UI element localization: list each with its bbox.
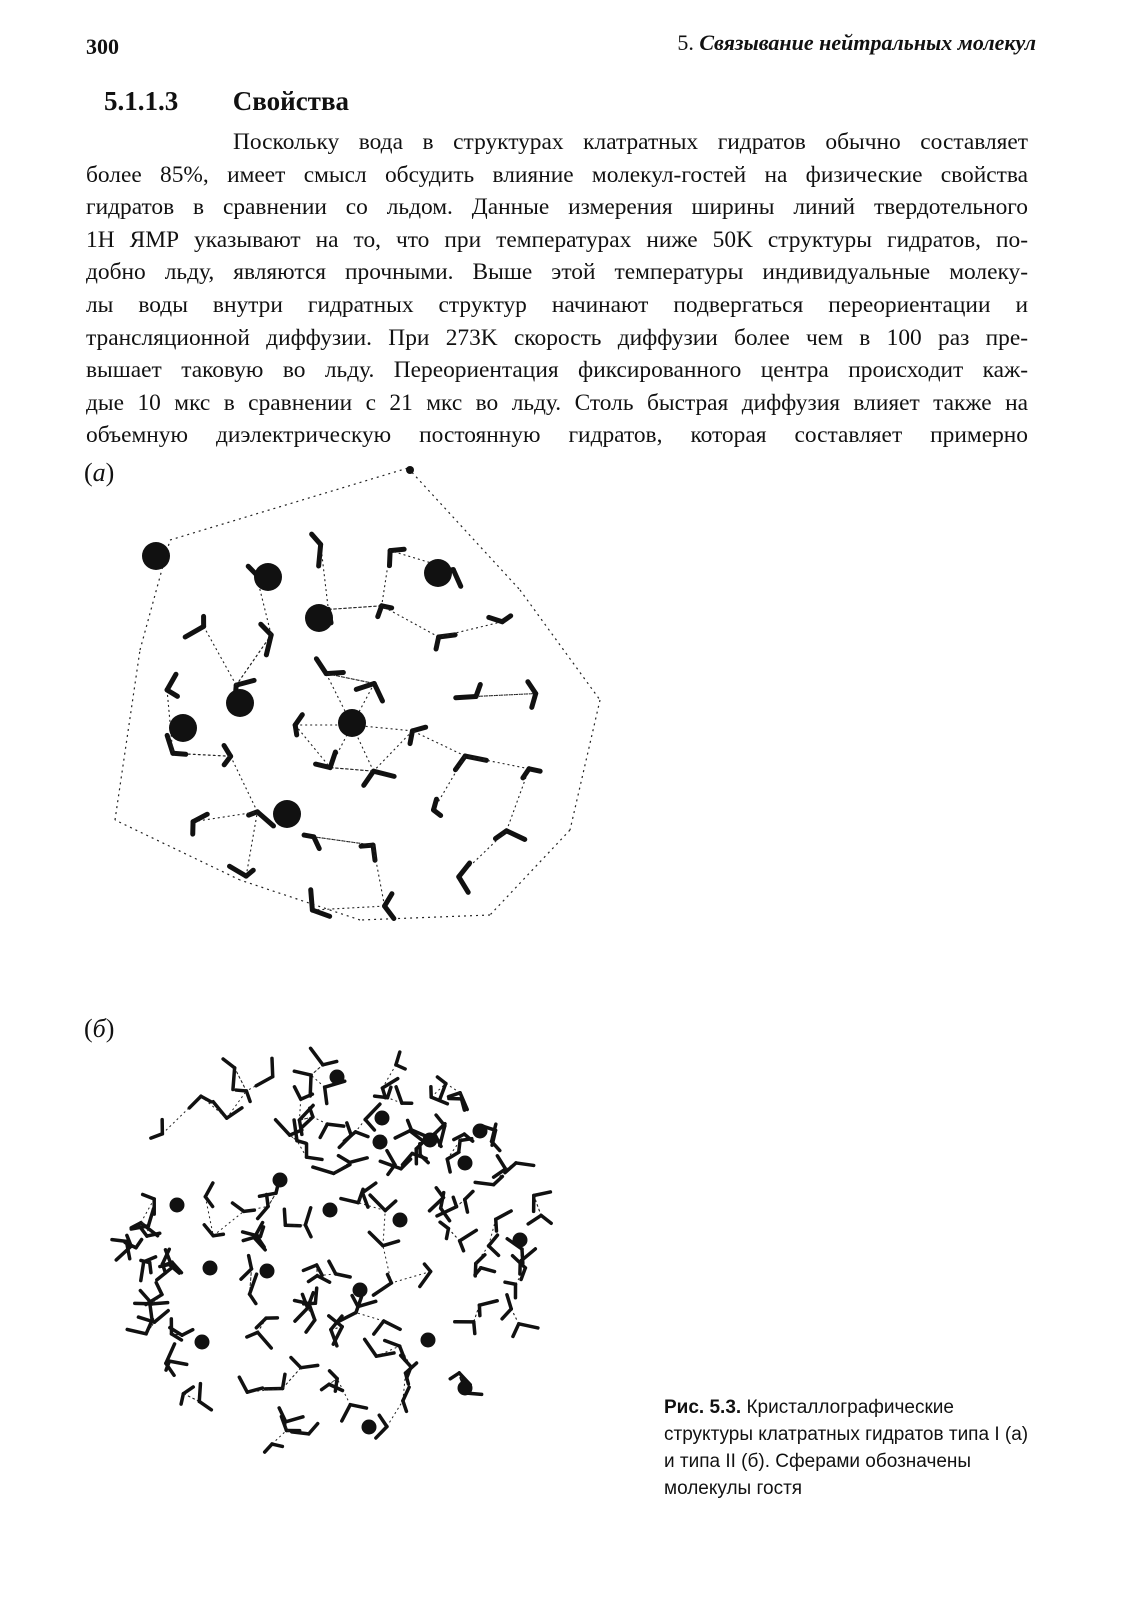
water-bond <box>365 1339 377 1356</box>
water-bond <box>247 1332 258 1337</box>
cage-edge <box>383 1211 385 1246</box>
water-bond <box>420 1272 431 1287</box>
water-bond <box>292 1432 309 1434</box>
water-bond <box>250 1294 256 1303</box>
water-bond <box>301 1365 318 1367</box>
water-bond <box>304 835 314 837</box>
water-bond <box>181 1394 183 1404</box>
water-bond <box>383 1241 399 1246</box>
panel-a-label: (а) <box>84 458 115 487</box>
guest-molecule-sphere <box>170 1198 185 1213</box>
guest-molecule-sphere <box>353 1283 368 1298</box>
water-bond <box>436 1115 445 1126</box>
guest-molecule-sphere <box>254 563 282 591</box>
guest-molecule-sphere <box>273 800 301 828</box>
body-line: трансляционной диффузии. При 273K скорость диффузии более чем в 100 раз пре- <box>86 324 1028 351</box>
body-line: добно льду, являются прочными. Выше этой температуры индивидуальные молеку- <box>86 259 1028 286</box>
water-bond <box>453 570 460 587</box>
water-bond <box>310 1108 313 1117</box>
water-bond <box>136 1240 142 1248</box>
water-bond <box>112 1240 126 1242</box>
water-bond <box>127 1329 146 1333</box>
water-bond <box>283 1374 285 1388</box>
guest-molecule-sphere <box>375 1111 390 1126</box>
water-bond <box>306 1320 315 1332</box>
water-bond <box>380 1161 401 1168</box>
water-bond <box>310 1075 311 1096</box>
guest-molecule-sphere <box>323 1203 338 1218</box>
guest-molecule-sphere <box>373 1135 388 1150</box>
water-bond <box>507 831 525 840</box>
water-bond <box>294 1071 311 1075</box>
water-bond <box>336 1274 350 1277</box>
water-bond <box>308 1276 317 1282</box>
water-bond <box>389 551 390 566</box>
cage-edge <box>115 650 140 820</box>
water-bond <box>459 877 468 893</box>
water-bond <box>374 683 382 701</box>
water-bond <box>374 1321 384 1334</box>
cage-edge <box>213 1211 244 1235</box>
water-bond <box>335 1379 337 1392</box>
water-bond <box>241 1269 251 1279</box>
water-bond <box>322 1384 329 1389</box>
body-line: Поскольку вода в структурах клатратных гидратов обычно составляет <box>233 129 1028 155</box>
water-bond <box>167 674 176 690</box>
water-bond <box>388 1274 392 1282</box>
cage-edge <box>240 880 360 920</box>
water-bond <box>285 1225 300 1226</box>
water-bond <box>516 1163 534 1166</box>
water-bond <box>239 1377 247 1392</box>
water-bond <box>341 1199 358 1203</box>
water-bond <box>496 1219 497 1231</box>
water-bond <box>376 1427 387 1438</box>
water-bond <box>272 1058 273 1076</box>
water-bond <box>266 635 271 655</box>
water-bond <box>257 812 273 826</box>
water-bond <box>173 753 186 754</box>
water-bond <box>319 544 321 566</box>
water-bond <box>317 1276 329 1282</box>
water-bond <box>223 1059 235 1068</box>
water-bond <box>305 1208 310 1225</box>
water-bond <box>199 1401 211 1409</box>
guest-molecule-sphere <box>406 466 414 474</box>
clathrate-structure-type-1 <box>100 460 620 960</box>
cage-edge <box>446 1083 460 1092</box>
section-title: Свойства <box>232 86 350 116</box>
water-bond <box>247 1388 262 1392</box>
water-bond <box>456 696 476 697</box>
water-bond <box>307 1157 322 1159</box>
guest-molecule-sphere <box>421 1333 436 1348</box>
water-bond <box>286 1417 303 1422</box>
cage-edge <box>312 906 384 910</box>
guest-molecule-sphere <box>142 542 170 570</box>
water-bond <box>496 1211 511 1219</box>
water-bond <box>379 1415 387 1426</box>
water-bond <box>396 1065 405 1069</box>
water-bond <box>326 672 343 673</box>
cage-edge <box>295 725 330 768</box>
running-head <box>677 30 1036 56</box>
cage-edge <box>570 700 600 830</box>
water-bond <box>302 1294 307 1308</box>
water-bond <box>362 1183 375 1193</box>
water-bond <box>369 1232 383 1245</box>
water-bond <box>327 1124 343 1126</box>
water-bond <box>320 1124 327 1137</box>
water-bond <box>323 1061 337 1064</box>
guest-molecule-sphere <box>458 1156 473 1171</box>
water-bond <box>267 1194 269 1206</box>
cage-edge <box>115 820 240 880</box>
cage-edge <box>465 756 529 769</box>
water-bond <box>459 863 470 877</box>
water-bond <box>152 1303 168 1304</box>
water-bond <box>311 1048 323 1065</box>
cage-edge <box>235 1068 247 1091</box>
water-bond <box>403 1401 407 1412</box>
water-bond <box>541 1215 551 1223</box>
panel-b-letter: б <box>92 1014 106 1043</box>
guest-molecule-sphere <box>203 1261 218 1276</box>
body-line: 1H ЯМР указывают на то, что при температурах ниже 50K структуры гидратов, по- <box>86 226 1028 253</box>
water-bond <box>213 1102 227 1118</box>
running-head-number: 5. <box>677 30 694 55</box>
cage-edge <box>246 812 257 876</box>
cage-edge <box>311 1065 323 1075</box>
water-bond <box>361 845 373 846</box>
water-bond <box>342 1405 350 1421</box>
water-bond <box>295 1308 308 1321</box>
water-bond <box>249 1256 252 1269</box>
water-bond <box>347 1123 351 1135</box>
water-bond <box>479 1301 497 1305</box>
water-bond <box>167 690 177 696</box>
water-bond <box>396 1087 402 1103</box>
guest-molecule-sphere <box>513 1233 528 1248</box>
cage-edge <box>356 1120 366 1132</box>
water-bond <box>199 1384 200 1402</box>
water-bond <box>233 1068 235 1090</box>
water-bond <box>338 1156 349 1163</box>
cage-edge <box>439 622 503 637</box>
water-bond <box>465 1200 468 1213</box>
guest-molecule-sphere <box>393 1213 408 1228</box>
water-bond <box>502 1309 511 1319</box>
water-bond <box>385 906 394 918</box>
water-bond <box>519 1324 538 1328</box>
cage-edge <box>448 1229 459 1241</box>
water-bond <box>387 1087 390 1097</box>
water-bond <box>313 1167 334 1173</box>
cage-edge <box>490 830 570 915</box>
cage-edge <box>235 1068 247 1091</box>
water-bond <box>356 1132 368 1137</box>
water-bond <box>213 1234 223 1235</box>
water-bond <box>436 637 439 649</box>
cage-edge <box>272 1430 286 1444</box>
water-bond <box>303 1265 316 1270</box>
figure-caption <box>664 1394 1036 1502</box>
guest-molecule-sphere <box>260 1264 275 1279</box>
water-bond <box>204 1225 213 1236</box>
water-bond <box>489 1246 499 1256</box>
cage-edge <box>360 915 490 920</box>
guest-molecule-sphere <box>362 1420 377 1435</box>
water-bond <box>534 1192 551 1196</box>
water-bond <box>497 1156 505 1169</box>
water-bond <box>143 1194 155 1198</box>
water-bond <box>476 685 480 697</box>
water-bond <box>513 1324 519 1337</box>
guest-molecule-sphere <box>273 1173 288 1188</box>
water-bond <box>450 1373 459 1379</box>
water-bond <box>205 1183 213 1197</box>
guest-molecule-sphere <box>473 1124 488 1139</box>
water-bond <box>385 1201 396 1211</box>
water-bond <box>330 1371 338 1379</box>
water-bond <box>449 1093 461 1097</box>
water-bond <box>295 725 297 735</box>
water-bond <box>236 1090 246 1091</box>
body-line: дые 10 мкс в сравнении с 21 мкс во льду. Столь быстрая диффузия влияет также на <box>86 389 1028 416</box>
water-bond <box>316 659 326 674</box>
water-bond <box>276 1120 290 1135</box>
cage-edge <box>382 606 439 637</box>
water-bond <box>384 1321 400 1329</box>
water-bond <box>232 1203 243 1211</box>
water-bond <box>227 1108 242 1118</box>
water-bond <box>156 1283 162 1295</box>
water-bond <box>150 1304 152 1318</box>
section-number: 5.1.1.3 <box>104 86 179 116</box>
water-bond <box>305 1225 311 1237</box>
water-bond <box>370 1195 385 1210</box>
water-bond <box>505 1282 515 1284</box>
water-bond <box>284 1209 285 1225</box>
water-bond <box>291 1358 301 1368</box>
water-bond <box>475 1182 493 1184</box>
water-bond <box>330 752 335 768</box>
water-bond <box>434 810 441 816</box>
water-bond <box>474 1322 475 1334</box>
guest-molecule-sphere <box>226 689 254 717</box>
water-bond <box>325 1087 327 1103</box>
cage-edge <box>231 756 258 812</box>
guest-molecule-sphere <box>423 1133 438 1148</box>
water-bond <box>507 1295 511 1309</box>
water-bond <box>495 831 506 839</box>
water-bond <box>378 606 382 617</box>
body-line: более 85%, имеет смысл обсудить влияние молекул-гостей на физические свойства <box>86 161 1028 188</box>
cage-edge <box>170 468 408 540</box>
page-number: 300 <box>86 34 119 59</box>
water-bond <box>460 1241 464 1251</box>
cage-edge <box>356 1313 384 1321</box>
water-bond <box>329 1261 336 1274</box>
guest-molecule-sphere <box>305 604 333 632</box>
panel-b-label: (б) <box>84 1014 115 1043</box>
water-bond <box>294 1087 300 1099</box>
cage-edge <box>448 1229 459 1241</box>
cage-edge <box>412 731 465 756</box>
water-bond <box>440 1222 448 1228</box>
water-bond <box>373 1283 391 1295</box>
water-bond <box>410 731 412 744</box>
water-bond <box>309 1305 314 1320</box>
water-bond <box>401 1355 411 1366</box>
water-bond <box>437 1077 445 1084</box>
water-bond <box>350 1158 368 1163</box>
water-bond <box>230 866 247 876</box>
guest-molecule-sphere <box>169 714 197 742</box>
water-bond <box>312 910 329 916</box>
cage-edge <box>511 1309 519 1324</box>
guest-molecule-sphere <box>424 559 452 587</box>
cage-edge <box>311 1065 323 1075</box>
water-bond <box>447 1152 459 1159</box>
water-bond <box>339 1135 351 1147</box>
water-bond <box>167 735 173 753</box>
water-bond <box>141 1262 144 1281</box>
water-bond <box>396 1052 400 1065</box>
caption-text: Кристаллографические структуры клатратных гидратов типа I (а) и типа II (б). Сферами обозначены молекулы гостя <box>664 1397 1029 1499</box>
water-bond <box>376 1353 394 1356</box>
water-bond <box>373 771 394 776</box>
water-bond <box>365 1120 374 1131</box>
water-bond <box>395 1131 410 1138</box>
panel-a-letter: а <box>92 458 106 487</box>
cage-edge <box>311 1075 325 1087</box>
water-bond <box>144 1257 156 1262</box>
caption-label: Рис. 5.3. <box>664 1397 742 1418</box>
cage-edge <box>236 635 271 685</box>
water-bond <box>265 1444 272 1452</box>
running-head-title: Связывание нейтральных молекул <box>699 30 1036 55</box>
cage-edge <box>373 731 412 771</box>
water-bond <box>352 1296 358 1307</box>
water-bond <box>350 1405 366 1408</box>
water-bond <box>258 1332 272 1348</box>
water-bond <box>151 1134 162 1138</box>
body-line: объемную диэлектрическую постоянную гидратов, которая составляет примерно <box>86 422 1028 449</box>
water-bond <box>189 1096 201 1108</box>
water-bond <box>312 534 321 544</box>
water-bond <box>243 1237 254 1240</box>
water-bond <box>460 1230 477 1241</box>
water-bond <box>385 1341 400 1347</box>
water-bond <box>453 1197 456 1206</box>
body-line: гидратов в сравнении со льдом. Данные измерения ширины линий твердотельного <box>86 194 1028 221</box>
guest-molecule-sphere <box>330 1070 345 1085</box>
water-bond <box>528 682 536 694</box>
body-line: вышает таковую во льду. Переориентация фиксированного центра происходит каж- <box>86 357 1028 384</box>
water-bond <box>290 1130 302 1135</box>
water-bond <box>182 1330 193 1336</box>
cage-edge <box>204 626 237 685</box>
cage-edge <box>387 1401 403 1427</box>
section-heading <box>104 86 349 117</box>
water-bond <box>256 1077 273 1086</box>
cage-edge <box>511 1309 519 1324</box>
water-bond <box>183 1387 193 1394</box>
water-bond <box>244 1210 255 1211</box>
cage-edge <box>313 1117 327 1124</box>
water-bond <box>502 616 510 622</box>
water-bond <box>311 890 313 910</box>
guest-molecule-sphere <box>338 709 366 737</box>
water-bond <box>424 1264 430 1271</box>
water-bond <box>481 1268 495 1272</box>
water-bond <box>309 1424 318 1434</box>
water-bond <box>224 746 231 757</box>
water-bond <box>528 1215 541 1224</box>
water-bond <box>523 769 529 778</box>
water-bond <box>447 1159 450 1172</box>
water-bond <box>315 1288 316 1303</box>
guest-molecule-sphere <box>195 1335 210 1350</box>
body-line: лы воды внутри гидратных структур начинают подвергаться переориентации и <box>86 291 1028 318</box>
water-bond <box>154 1311 168 1322</box>
water-bond <box>169 1361 186 1364</box>
clathrate-structure-type-2 <box>100 1040 580 1480</box>
body-paragraph <box>86 126 1028 452</box>
water-bond <box>185 626 203 637</box>
cage-edge <box>330 768 373 772</box>
guest-molecule-sphere <box>458 1381 473 1396</box>
water-bond <box>364 771 374 785</box>
